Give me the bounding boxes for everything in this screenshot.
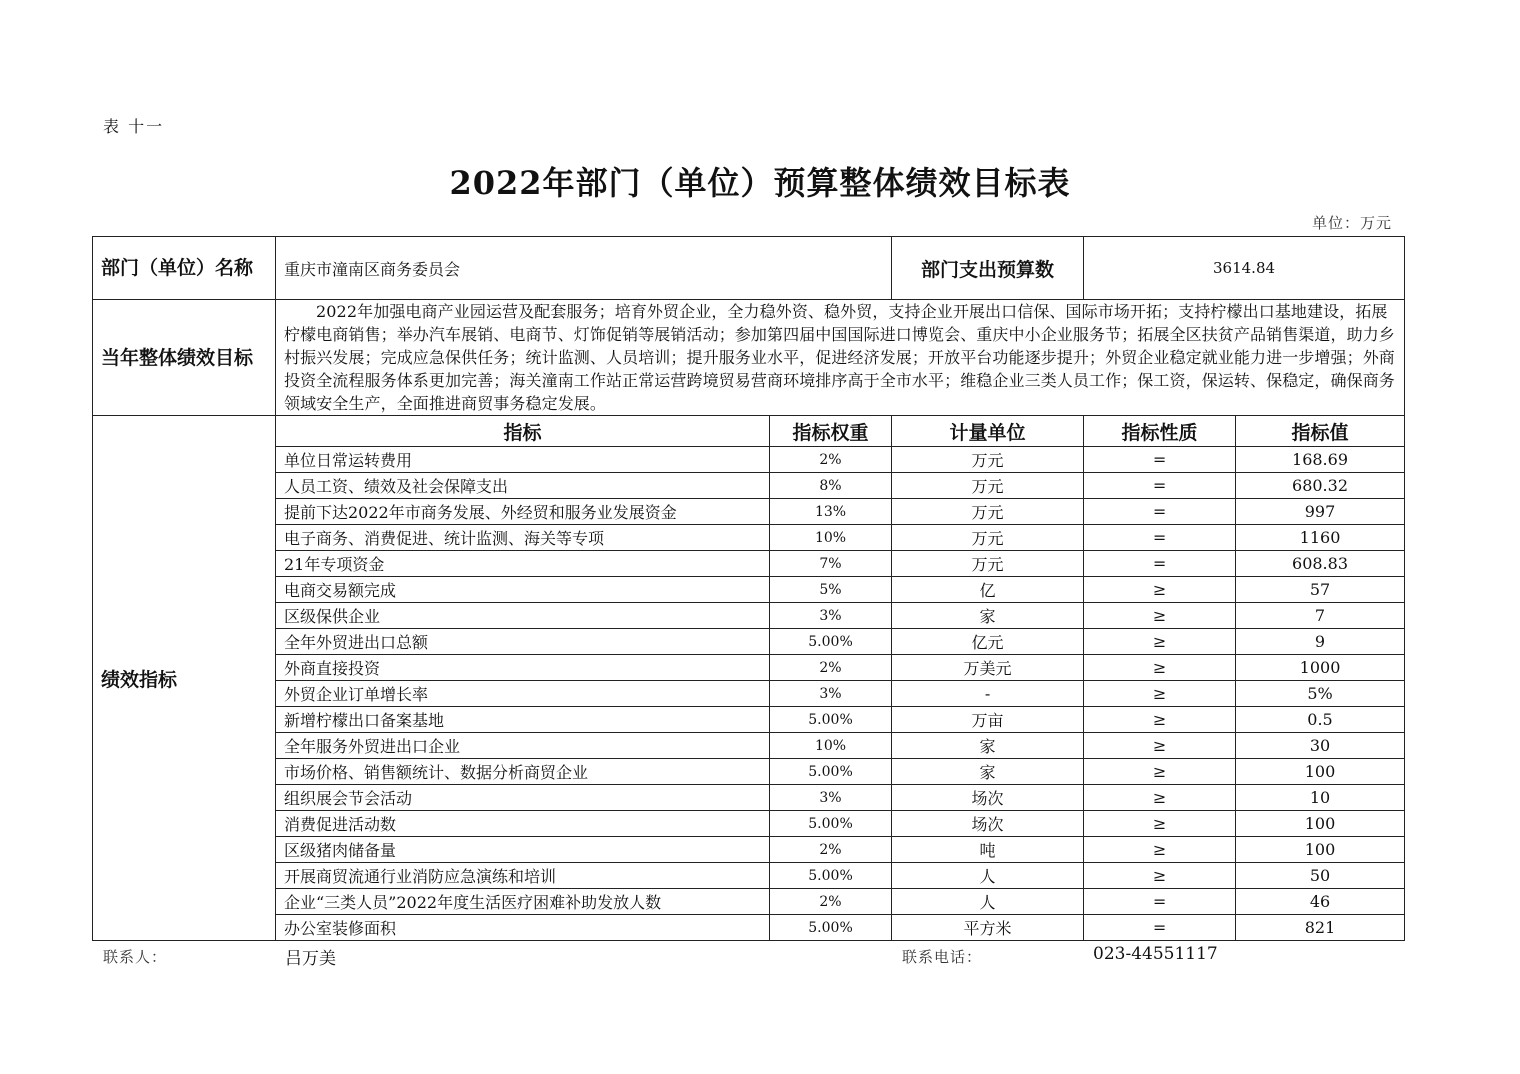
indicator-unit: 吨	[892, 837, 1084, 863]
table-row	[93, 681, 1405, 707]
indicator-nature: ≥	[1084, 629, 1236, 655]
indicator-nature: =	[1084, 525, 1236, 551]
indicator-value: 5%	[1236, 681, 1405, 707]
table-row	[93, 551, 1405, 577]
indicator-nature: ≥	[1084, 759, 1236, 785]
indicator-weight: 5.00%	[770, 863, 892, 889]
document-title: 2022年部门（单位）预算整体绩效目标表	[449, 164, 1071, 202]
table-row	[93, 447, 1405, 473]
table-row	[93, 603, 1405, 629]
indicator-unit: 万元	[892, 499, 1084, 525]
indicator-name: 单位日常运转费用	[276, 447, 770, 473]
indicator-value: 10	[1236, 785, 1405, 811]
indicator-value: 57	[1236, 577, 1405, 603]
indicator-weight: 2%	[770, 837, 892, 863]
indicator-value: 168.69	[1236, 447, 1405, 473]
indicator-weight: 5.00%	[770, 811, 892, 837]
indicator-value: 30	[1236, 733, 1405, 759]
indicator-name: 人员工资、绩效及社会保障支出	[276, 473, 770, 499]
indicator-nature: ≥	[1084, 837, 1236, 863]
table-row	[93, 811, 1405, 837]
indicator-unit: 家	[892, 759, 1084, 785]
col-header-unit: 计量单位	[892, 416, 1084, 447]
indicator-nature: ≥	[1084, 681, 1236, 707]
indicator-weight: 5%	[770, 577, 892, 603]
perf-label: 绩效指标	[93, 416, 276, 941]
indicator-unit: 人	[892, 863, 1084, 889]
indicator-nature: ≥	[1084, 603, 1236, 629]
indicator-weight: 5.00%	[770, 707, 892, 733]
contact-label: 联系人：	[103, 948, 168, 966]
phone-value: 023-44551117	[1093, 944, 1218, 964]
col-header-nature: 指标性质	[1084, 416, 1236, 447]
indicator-unit: 场次	[892, 811, 1084, 837]
indicator-weight: 7%	[770, 551, 892, 577]
indicator-name: 电子商务、消费促进、统计监测、海关等专项	[276, 525, 770, 551]
indicator-name: 电商交易额完成	[276, 577, 770, 603]
table-row	[93, 707, 1405, 733]
indicator-nature: =	[1084, 915, 1236, 941]
indicator-name: 区级保供企业	[276, 603, 770, 629]
indicator-unit: 家	[892, 603, 1084, 629]
col-header-value: 指标值	[1236, 416, 1405, 447]
indicator-value: 50	[1236, 863, 1405, 889]
unit-note: 单位：万元	[1311, 214, 1392, 232]
indicator-name: 市场价格、销售额统计、数据分析商贸企业	[276, 759, 770, 785]
dept-name: 重庆市潼南区商务委员会	[276, 237, 892, 300]
goal-row	[93, 300, 1405, 416]
contact-name: 吕万美	[285, 949, 336, 969]
table-row	[93, 629, 1405, 655]
indicator-nature: ≥	[1084, 811, 1236, 837]
indicator-nature: =	[1084, 551, 1236, 577]
indicator-weight: 3%	[770, 681, 892, 707]
indicator-nature: ≥	[1084, 785, 1236, 811]
budget-label: 部门支出预算数	[892, 237, 1084, 300]
budget-value: 3614.84	[1084, 237, 1405, 300]
indicator-value: 0.5	[1236, 707, 1405, 733]
indicator-value: 46	[1236, 889, 1405, 915]
indicator-value: 821	[1236, 915, 1405, 941]
col-header-weight: 指标权重	[770, 416, 892, 447]
indicator-name: 区级猪肉储备量	[276, 837, 770, 863]
table-row	[93, 577, 1405, 603]
indicator-nature: =	[1084, 889, 1236, 915]
indicator-unit: 亿	[892, 577, 1084, 603]
indicator-weight: 10%	[770, 525, 892, 551]
indicator-name: 全年服务外贸进出口企业	[276, 733, 770, 759]
indicator-unit: 万元	[892, 447, 1084, 473]
indicator-unit: 万元	[892, 551, 1084, 577]
indicator-nature: ≥	[1084, 577, 1236, 603]
indicator-unit: 家	[892, 733, 1084, 759]
indicator-name: 新增柠檬出口备案基地	[276, 707, 770, 733]
indicator-value: 1160	[1236, 525, 1405, 551]
indicator-name: 组织展会节会活动	[276, 785, 770, 811]
indicator-unit: 场次	[892, 785, 1084, 811]
table-row	[93, 499, 1405, 525]
indicator-unit: 万元	[892, 473, 1084, 499]
indicator-weight: 10%	[770, 733, 892, 759]
indicator-name: 外贸企业订单增长率	[276, 681, 770, 707]
indicator-value: 1000	[1236, 655, 1405, 681]
indicator-weight: 2%	[770, 447, 892, 473]
indicator-value: 997	[1236, 499, 1405, 525]
indicator-unit: 平方米	[892, 915, 1084, 941]
indicator-weight: 13%	[770, 499, 892, 525]
indicator-nature: ≥	[1084, 733, 1236, 759]
indicator-unit: 万亩	[892, 707, 1084, 733]
goal-label: 当年整体绩效目标	[93, 300, 276, 416]
indicator-weight: 5.00%	[770, 759, 892, 785]
indicator-value: 7	[1236, 603, 1405, 629]
indicator-value: 9	[1236, 629, 1405, 655]
goal-text: 2022年加强电商产业园运营及配套服务；培育外贸企业，全力稳外资、稳外贸，支持企业开展出口信保、国际市场开拓；支持柠檬出口基地建设，拓展柠檬电商销售；举办汽车展销、电商节、灯饰促销等展销活动；参加第四届中国国际进口博览会、重庆中小企业服务节；拓展全区扶贫产品销售渠道，助力乡村振兴发展；完成应急保供任务；统计监测、人员培训；提升服务业水平，促进经济发展；开放平台功能逐步提升；外贸企业稳定就业能力进一步增强；外商投资全流程服务体系更加完善；海关潼南工作站正常运营跨境贸易营商环境排序高于全市水平；维稳企业三类人员工作；保工资，保运转、保稳定，确保商务领域安全生产，全面推进商贸事务稳定发展。	[276, 300, 1405, 416]
table-row	[93, 837, 1405, 863]
indicator-nature: =	[1084, 447, 1236, 473]
indicator-unit: 人	[892, 889, 1084, 915]
dept-label: 部门（单位）名称	[93, 237, 276, 300]
indicator-name: 提前下达2022年市商务发展、外经贸和服务业发展资金	[276, 499, 770, 525]
table-row	[93, 785, 1405, 811]
indicator-weight: 3%	[770, 785, 892, 811]
indicator-value: 100	[1236, 759, 1405, 785]
table-row	[93, 889, 1405, 915]
table-row	[93, 863, 1405, 889]
indicator-weight: 8%	[770, 473, 892, 499]
column-header-row	[93, 416, 1405, 447]
performance-target-table	[92, 236, 1405, 941]
table-row	[93, 733, 1405, 759]
indicator-value: 100	[1236, 837, 1405, 863]
table-row	[93, 473, 1405, 499]
indicator-value: 100	[1236, 811, 1405, 837]
table-row	[93, 655, 1405, 681]
indicator-unit: 亿元	[892, 629, 1084, 655]
indicator-name: 办公室装修面积	[276, 915, 770, 941]
indicator-nature: =	[1084, 499, 1236, 525]
indicator-value: 680.32	[1236, 473, 1405, 499]
indicator-unit: -	[892, 681, 1084, 707]
indicator-nature: ≥	[1084, 863, 1236, 889]
table-row	[93, 525, 1405, 551]
indicator-nature: ≥	[1084, 655, 1236, 681]
indicator-name: 消费促进活动数	[276, 811, 770, 837]
dept-row	[93, 237, 1405, 300]
indicator-value: 608.83	[1236, 551, 1405, 577]
indicator-weight: 2%	[770, 655, 892, 681]
indicator-name: 外商直接投资	[276, 655, 770, 681]
table-row	[93, 759, 1405, 785]
col-header-indicator: 指标	[276, 416, 770, 447]
indicator-unit: 万元	[892, 525, 1084, 551]
indicator-nature: ≥	[1084, 707, 1236, 733]
indicator-name: 21年专项资金	[276, 551, 770, 577]
indicator-unit: 万美元	[892, 655, 1084, 681]
indicator-name: 企业“三类人员”2022年度生活医疗困难补助发放人数	[276, 889, 770, 915]
table-number: 表 十一	[103, 117, 165, 136]
indicator-weight: 3%	[770, 603, 892, 629]
indicator-weight: 2%	[770, 889, 892, 915]
indicator-weight: 5.00%	[770, 629, 892, 655]
indicator-weight: 5.00%	[770, 915, 892, 941]
phone-label: 联系电话：	[902, 948, 983, 966]
indicator-nature: =	[1084, 473, 1236, 499]
indicator-name: 开展商贸流通行业消防应急演练和培训	[276, 863, 770, 889]
indicator-name: 全年外贸进出口总额	[276, 629, 770, 655]
table-row	[93, 915, 1405, 941]
